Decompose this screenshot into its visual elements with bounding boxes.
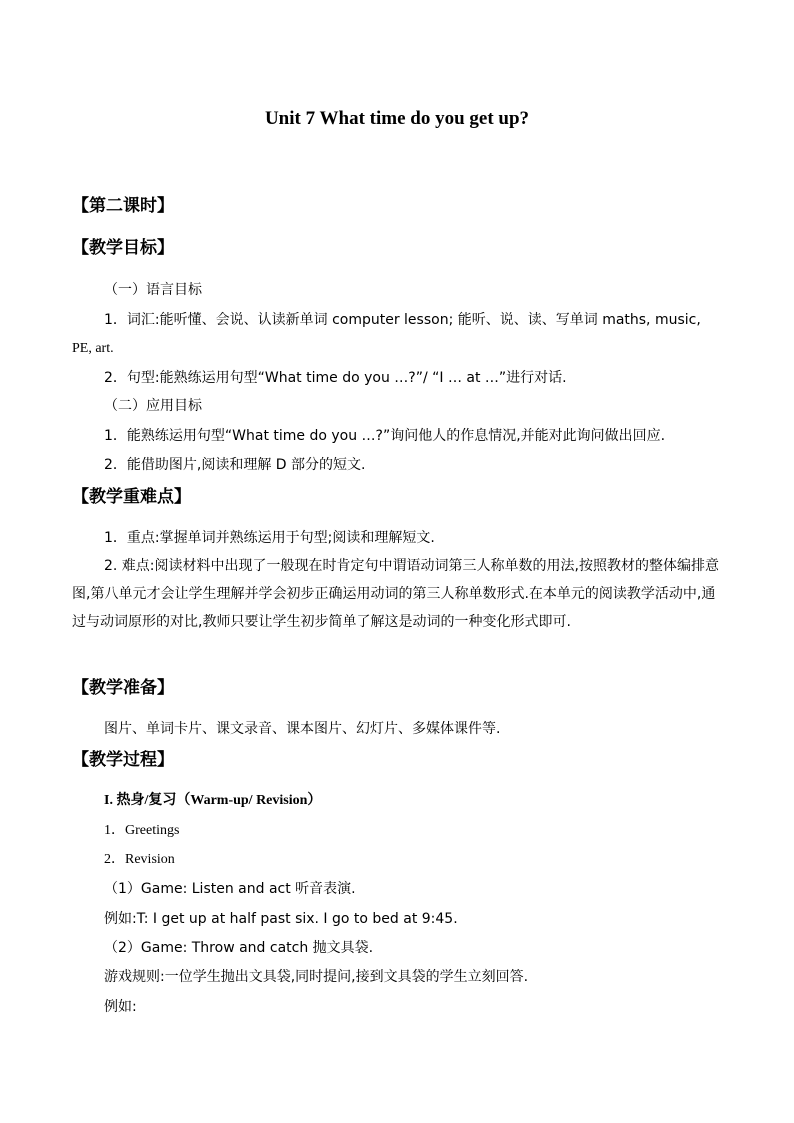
vocab-goal-line2: PE, art. — [72, 341, 114, 356]
game-rules: 游戏规则:一位学生抛出文具袋,同时提问,接到文具袋的学生立刻回答. — [104, 969, 529, 985]
game-listen-act-example: 例如:T: I get up at half past six. I go to bed at 9:45. — [104, 911, 458, 927]
step-revision: 2．Revision — [104, 852, 175, 867]
keypoint-focus: 1．重点:掌握单词并熟练运用于句型;阅读和理解短文. — [104, 530, 435, 546]
keypoint-difficulty: 2. 难点:阅读材料中出现了一般现在时肯定句中谓语动词第三人称单数的用法,按照教材的整体编排意图,第八单元才会让学生理解并学会初步正确运用动词的第三人称单数形式.在本单元的阅读教学活动中,通过与动词原形的对比,教师只要让学生初步简单了解这是动词的一种变化形式即可. — [72, 558, 719, 630]
game-throw-catch: （2）Game: Throw and catch 抛文具袋. — [104, 940, 374, 956]
application-goal-title: （二）应用目标 — [104, 398, 202, 414]
keypoints-heading: 【教学重难点】 — [72, 487, 191, 507]
application-goal-2: 2．能借助图片,阅读和理解 D 部分的短文. — [104, 457, 366, 473]
sentence-goal: 2．句型:能熟练运用句型“What time do you …?”/ “I … at …”进行对话. — [104, 370, 567, 386]
document-title: Unit 7 What time do you get up? — [264, 108, 530, 129]
objectives-heading: 【教学目标】 — [72, 238, 174, 258]
language-goal-title: （一）语言目标 — [104, 282, 202, 298]
lesson-heading: 【第二课时】 — [72, 196, 174, 216]
application-goal-1: 1．能熟练运用句型“What time do you …?”询问他人的作息情况,并能对此询问做出回应. — [104, 428, 666, 444]
vocab-goal-line1: 1．词汇:能听懂、会说、认读新单词 computer lesson; 能听、说、读、写单词 maths, music, — [104, 312, 701, 328]
preparation-heading: 【教学准备】 — [72, 678, 174, 698]
example-label: 例如: — [104, 999, 137, 1015]
preparation-text: 图片、单词卡片、课文录音、课本图片、幻灯片、多媒体课件等. — [104, 721, 501, 737]
warmup-section-title: I. 热身/复习（Warm-up/ Revision） — [104, 793, 322, 808]
game-listen-act: （1）Game: Listen and act 听音表演. — [104, 881, 356, 897]
step-greetings: 1．Greetings — [104, 823, 180, 838]
process-heading: 【教学过程】 — [72, 750, 174, 770]
